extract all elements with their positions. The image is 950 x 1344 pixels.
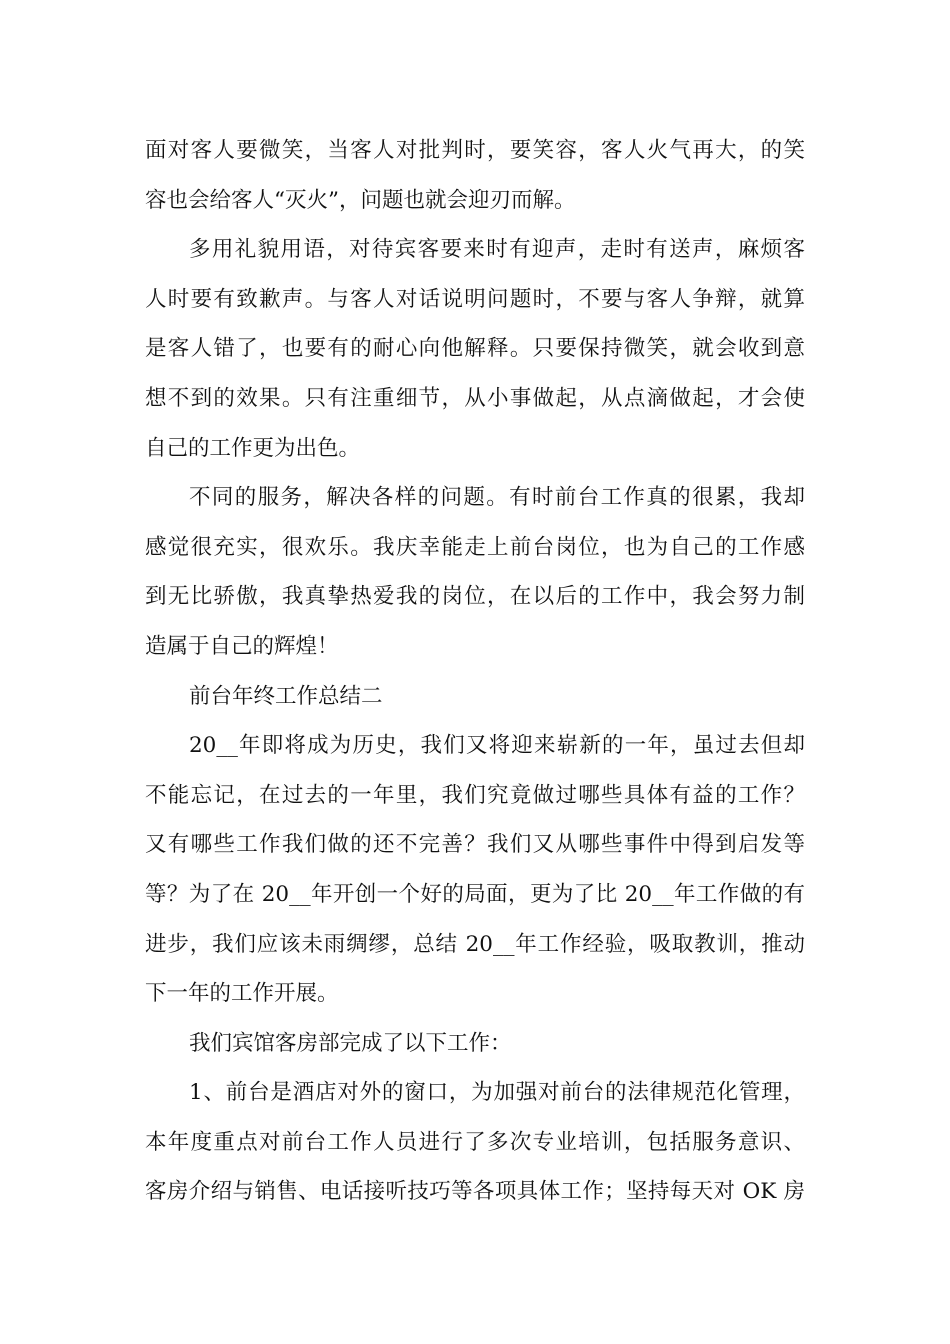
text-line: 感觉很充实，很欢乐。我庆幸能走上前台岗位，也为自己的工作感 [145, 534, 805, 560]
text-line: 下一年的工作开展。 [145, 981, 339, 1007]
document-body [145, 126, 805, 1217]
text-line: 进步，我们应该未雨绸缪，总结 20__年工作经验，吸取教训，推动 [145, 931, 805, 957]
text-line: 本年度重点对前台工作人员进行了多次专业培训，包括服务意识、 [145, 1129, 805, 1155]
text-line: 等？为了在 20__年开创一个好的局面，更为了比 20__年工作做的有 [145, 881, 805, 907]
paragraph-5 [145, 721, 805, 1019]
text-line: 不能忘记，在过去的一年里，我们究竟做过哪些具体有益的工作？ [145, 782, 805, 808]
text-line: 想不到的效果。只有注重细节，从小事做起，从点滴做起，才会使 [145, 385, 805, 411]
text-line: 容也会给客人“灭火”，问题也就会迎刃而解。 [145, 187, 576, 213]
text-line: 客房介绍与销售、电话接听技巧等各项具体工作；坚持每天对 OK 房 [145, 1179, 805, 1205]
text-line: 不同的服务，解决各样的问题。有时前台工作真的很累，我却 [189, 485, 805, 511]
text-line: 又有哪些工作我们做的还不完善？我们又从哪些事件中得到启发等 [145, 832, 805, 858]
paragraph-7 [145, 1068, 805, 1217]
text-line: 人时要有致歉声。与客人对话说明问题时，不要与客人争辩，就算 [145, 286, 805, 312]
text-line: 到无比骄傲，我真挚热爱我的岗位，在以后的工作中，我会努力制 [145, 584, 805, 610]
text-line: 我们宾馆客房部完成了以下工作： [189, 1030, 512, 1056]
paragraph-6 [145, 1019, 805, 1069]
paragraph-3 [145, 473, 805, 671]
text-line: 20__年即将成为历史，我们又将迎来崭新的一年，虽过去但却 [189, 733, 805, 759]
heading-text: 前台年终工作总结二 [189, 683, 383, 709]
text-line: 是客人错了，也要有的耐心向他解释。只要保持微笑，就会收到意 [145, 336, 805, 362]
text-line: 自己的工作更为出色。 [145, 435, 361, 461]
text-line: 面对客人要微笑，当客人对批判时，要笑容，客人火气再大，的笑 [145, 138, 805, 163]
text-line: 多用礼貌用语，对待宾客要来时有迎声，走时有送声，麻烦客 [189, 237, 805, 263]
paragraph-2 [145, 225, 805, 473]
text-line: 造属于自己的辉煌！ [145, 633, 339, 659]
section-heading [145, 672, 805, 722]
text-line: 1、前台是酒店对外的窗口，为加强对前台的法律规范化管理， [189, 1080, 805, 1106]
paragraph-1 [145, 126, 805, 225]
